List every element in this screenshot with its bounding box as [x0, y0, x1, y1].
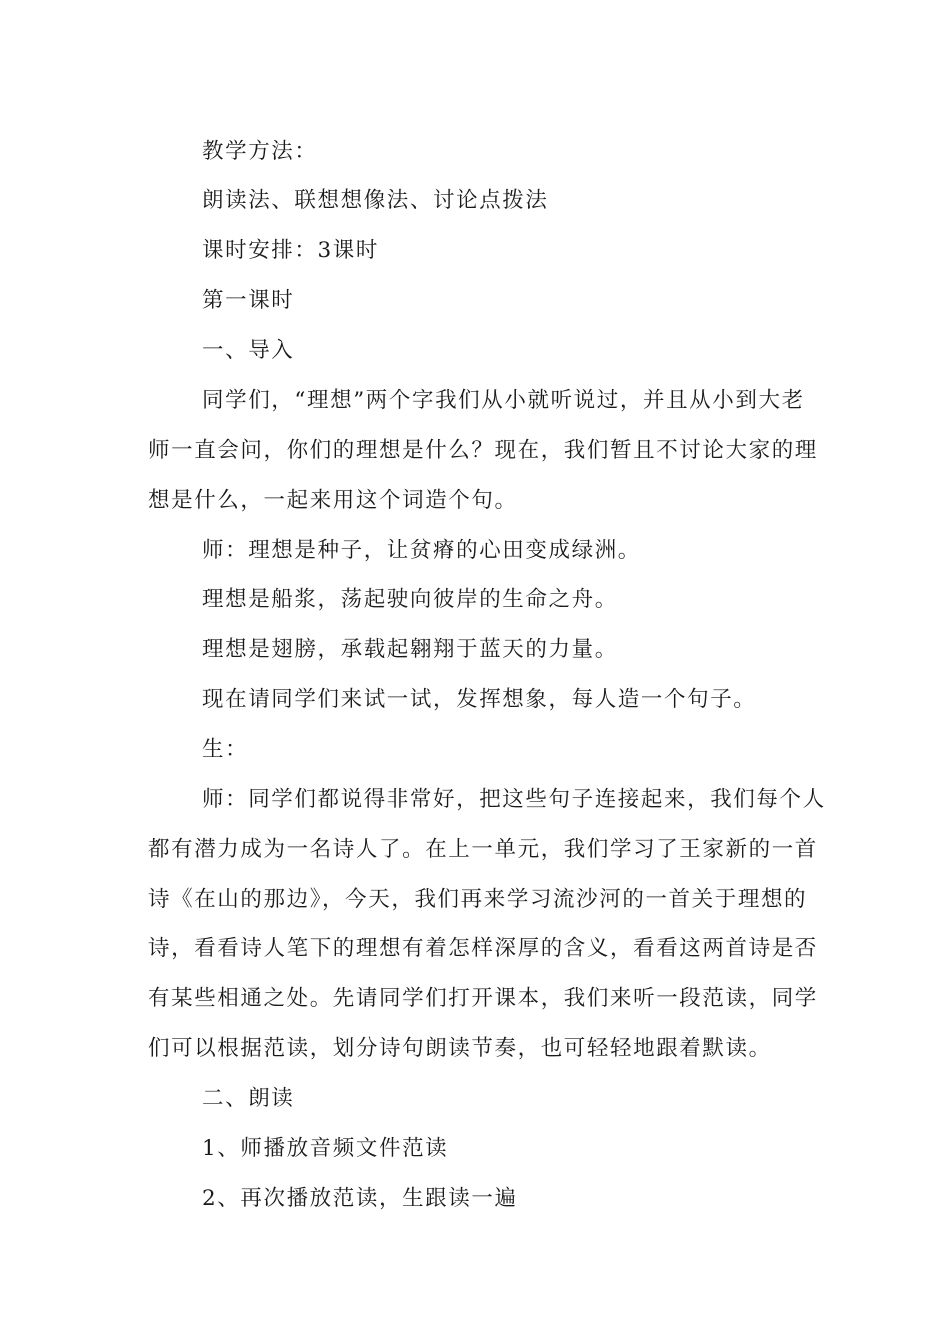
lesson-title: 第一课时 — [202, 288, 295, 313]
teacher-paragraph-line: 师：同学们都说得非常好，把这些句子连接起来，我们每个人 — [202, 787, 826, 812]
teacher-paragraph-line: 诗，看看诗人笔下的理想有着怎样深厚的含义，看看这两首诗是否 — [148, 936, 818, 961]
teacher-line: 现在请同学们来试一试，发挥想象，每人造一个句子。 — [202, 687, 757, 712]
intro-paragraph-line: 同学们，“理想”两个字我们从小就听说过，并且从小到大老 — [202, 388, 805, 413]
teacher-line: 理想是船浆，荡起驶向彼岸的生命之舟。 — [202, 587, 618, 612]
student-line: 生： — [202, 737, 249, 762]
teacher-paragraph-line: 都有潜力成为一名诗人了。在上一单元，我们学习了王家新的一首 — [148, 837, 818, 862]
intro-paragraph-line: 师一直会问，你们的理想是什么？现在，我们暂且不讨论大家的理 — [148, 438, 818, 463]
reading-step: 2、再次播放范读，生跟读一遍 — [202, 1186, 518, 1211]
teacher-paragraph-line: 有某些相通之处。先请同学们打开课本，我们来听一段范读，同学 — [148, 986, 818, 1011]
section-heading-reading: 二、朗读 — [202, 1086, 295, 1111]
teacher-paragraph-line: 诗《在山的那边》，今天，我们再来学习流沙河的一首关于理想的 — [148, 887, 808, 912]
teacher-paragraph-line: 们可以根据范读，划分诗句朗读节奏，也可轻轻地跟着默读。 — [148, 1036, 772, 1061]
teaching-method-heading: 教学方法： — [202, 139, 318, 164]
schedule-text: 课时安排：3课时 — [202, 238, 379, 263]
section-heading-intro: 一、导入 — [202, 338, 295, 363]
reading-step: 1、师播放音频文件范读 — [202, 1136, 449, 1161]
intro-paragraph-line: 想是什么，一起来用这个词造个句。 — [148, 488, 518, 513]
teacher-line: 师：理想是种子，让贫瘠的心田变成绿洲。 — [202, 538, 641, 563]
teaching-methods-text: 朗读法、联想想像法、讨论点拨法 — [202, 188, 549, 213]
teacher-line: 理想是翅膀，承载起翱翔于蓝天的力量。 — [202, 637, 618, 662]
